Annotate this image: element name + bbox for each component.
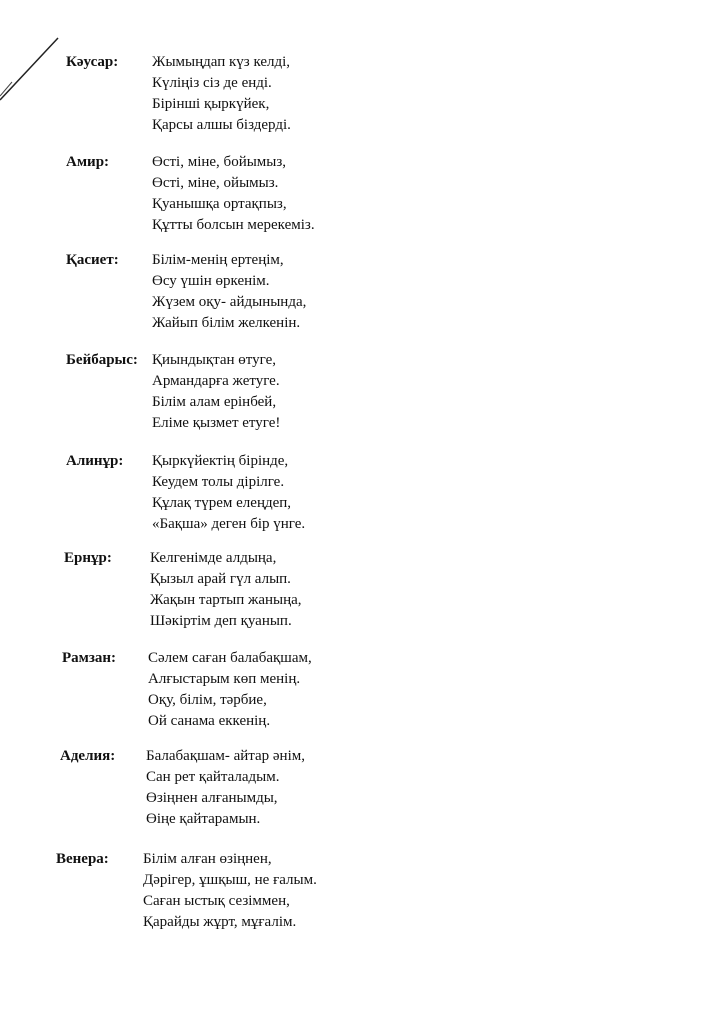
verse-line: Сәлем саған балабақшам, bbox=[148, 650, 312, 666]
verse-line: Қыркүйектің бірінде, bbox=[152, 453, 289, 469]
verse-line: Жақын тартып жаныңа, bbox=[150, 592, 302, 608]
verse-line: Армандарға жетуге. bbox=[152, 373, 280, 389]
verse-lines bbox=[146, 746, 305, 830]
verse-lines bbox=[152, 152, 315, 236]
speaker-name: Алинұр: bbox=[66, 453, 124, 469]
verse-lines bbox=[152, 250, 306, 334]
verse-lines bbox=[152, 350, 280, 434]
verse-line: Жайып білім желкенін. bbox=[152, 315, 301, 331]
verse-line: Бірінші қыркүйек, bbox=[152, 96, 270, 112]
verse-line: Ой санама еккенің. bbox=[148, 713, 271, 729]
verse-line: Қиындықтан өтуге, bbox=[152, 352, 277, 368]
verse-line: Білім алған өзіңнен, bbox=[143, 851, 272, 867]
verse-lines bbox=[150, 548, 302, 632]
verse-line: Құлақ түрем елеңдеп, bbox=[152, 495, 292, 511]
verse-line: Білім алам ерінбей, bbox=[152, 394, 277, 410]
speaker-name: Рамзан: bbox=[62, 650, 117, 666]
verse-line: Өзіңнен алғанымды, bbox=[146, 790, 278, 806]
verse-lines bbox=[152, 52, 291, 136]
verse-line: Қызыл арай гүл алып. bbox=[150, 571, 291, 587]
verse-line: Кеудем толы дірілге. bbox=[152, 474, 285, 490]
verse-line: Өсу үшін өркенім. bbox=[152, 273, 270, 289]
speaker-name: Аделия: bbox=[60, 748, 116, 764]
verse-line: Балабақшам- айтар әнім, bbox=[146, 748, 305, 764]
verse-line: Оқу, білім, тәрбие, bbox=[148, 692, 267, 708]
verse-line: Сан рет қайталадым. bbox=[146, 769, 280, 785]
verse-line: Келгенімде алдыңа, bbox=[150, 550, 277, 566]
verse-line: «Бақша» деген бір үнге. bbox=[152, 516, 306, 532]
verse-line: Алғыстарым көп менің. bbox=[148, 671, 301, 687]
verse-line: Саған ыстық сезіммен, bbox=[143, 893, 290, 909]
verse-lines bbox=[143, 849, 317, 933]
speaker-name: Қасиет: bbox=[66, 252, 119, 268]
speaker-name: Ернұр: bbox=[64, 550, 112, 566]
verse-line: Өсті, міне, бойымыз, bbox=[152, 154, 287, 170]
verse-lines bbox=[148, 648, 312, 732]
verse-line: Шәкіртім деп қуанып. bbox=[150, 613, 292, 629]
verse-line: Өсті, міне, ойымыз. bbox=[152, 175, 279, 191]
verse-line: Жымыңдап күз келді, bbox=[152, 54, 291, 70]
verse-line: Қарайды жұрт, мұғалім. bbox=[143, 914, 297, 930]
speaker-name: Бейбарыс: bbox=[66, 352, 138, 368]
verse-lines bbox=[152, 451, 305, 535]
verse-line: Жүзем оқу- айдынында, bbox=[152, 294, 307, 310]
verse-line: Дәрігер, ұшқыш, не ғалым. bbox=[143, 872, 317, 888]
speaker-name: Кәусар: bbox=[66, 54, 119, 70]
verse-line: Құтты болсын мерекеміз. bbox=[152, 217, 315, 233]
verse-line: Қарсы алшы біздерді. bbox=[152, 117, 291, 133]
verse-line: Білім-менің ертеңім, bbox=[152, 252, 284, 268]
verse-line: Қуанышқа ортақпыз, bbox=[152, 196, 287, 212]
speaker-name: Венера: bbox=[56, 851, 109, 867]
verse-line: Күліңіз сіз де енді. bbox=[152, 75, 272, 91]
speaker-name: Амир: bbox=[66, 154, 110, 170]
verse-line: Өіңе қайтарамын. bbox=[146, 811, 261, 827]
verse-line: Еліме қызмет етуге! bbox=[152, 415, 281, 431]
